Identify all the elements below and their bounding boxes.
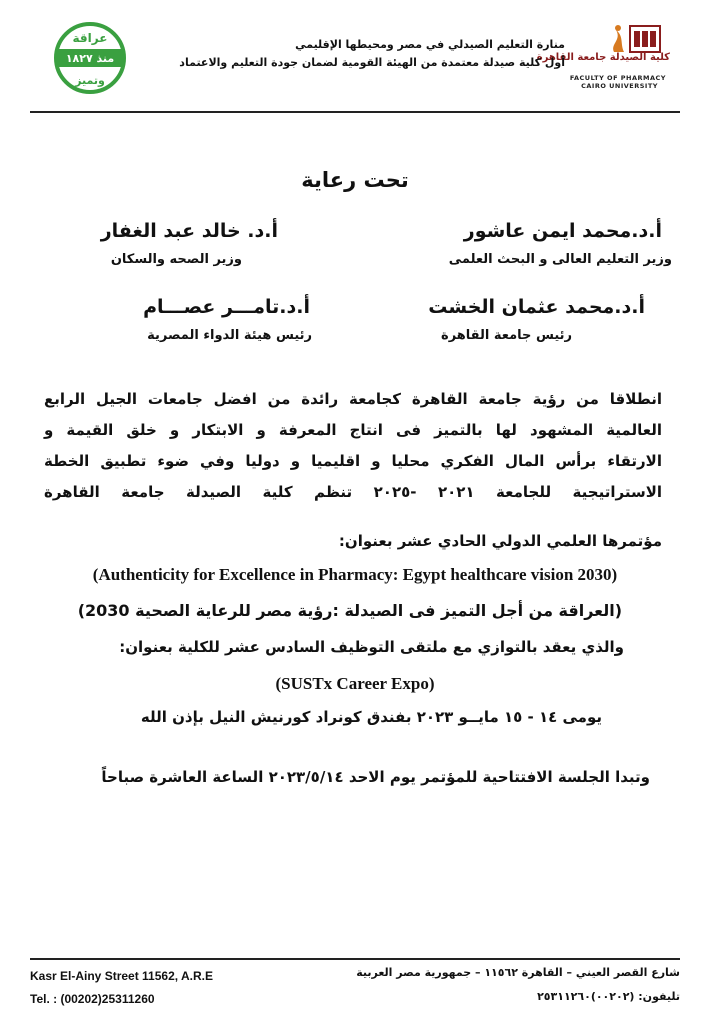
intro-paragraph [44, 384, 662, 508]
under-patronage-heading: تحت رعاية [301, 168, 409, 192]
seal-top-text: عراقة [72, 31, 108, 45]
intro-line-3: الارتقاء برأس المال الفكري محليا و اقليميا و دوليا وفي ضوء تطبيق الخطة [44, 452, 662, 470]
faculty-name-en-1: FACULTY OF PHARMACY [569, 74, 666, 82]
career-expo-title: (SUSTx Career Expo) [275, 674, 435, 693]
seal-middle-text: منذ ١٨٢٧ [65, 52, 115, 65]
footer-address-ar: شارع القصر العيني – القاهرة ١١٥٦٢ – جمهورية مصر العربية [356, 966, 680, 979]
header-motto: منارة التعليم الصيدلي في مصر ومحيطها الإقليمي [295, 38, 565, 51]
footer-phone-en: Tel. : (00202)25311260 [30, 992, 155, 1006]
footer-phone-ar: تليفون: (٠٠٢٠٢)٢٥٣١١٢٦٠ [537, 990, 680, 1003]
intro-line-1: انطلاقا من رؤية جامعة القاهرة كجامعة رائدة من افضل جامعات الجيل الرابع [44, 390, 662, 408]
header-divider [30, 111, 680, 113]
conference-dates: يومى ١٤ - ١٥ مايــو ٢٠٢٣ بفندق كونراد كورنيش النيل بإذن الله [140, 708, 602, 726]
faculty-emblem-icon [600, 22, 672, 56]
faculty-name-en-2: CAIRO UNIVERSITY [581, 82, 658, 90]
patron-4-name: أ.د.تامـــر عصـــام [143, 296, 310, 318]
seal-icon [48, 18, 132, 98]
intro-line-2: العالمية المشهود لها بالتميز فى انتاج المعرفة و الابتكار و خلق القيمة و [44, 421, 662, 439]
faculty-name-ar: كلية الصيدلة جامعة القاهرة [536, 52, 670, 63]
header-accreditation: أول كلية صيدلة معتمدة من الهيئة القومية لضمان جودة التعليم والاعتماد [179, 56, 565, 69]
patron-2-name: أ.د. خالد عبد الغفار [100, 220, 278, 242]
patron-4-title: رئيس هيئة الدواء المصرية [147, 328, 312, 343]
patron-2-title: وزير الصحه والسكان [110, 252, 242, 267]
opening-session: وتبدا الجلسة الافتتاحية للمؤتمر يوم الاحد ٢٠٢٣/٥/١٤ الساعة العاشرة صباحاً [101, 768, 650, 786]
patron-3-title: رئيس جامعة القاهرة [441, 328, 572, 343]
patron-1-title: وزير التعليم العالى و البحث العلمى [448, 252, 672, 267]
career-fair-intro: والذي يعقد بالتوازي مع ملتقى التوظيف السادس عشر للكلية بعنوان: [119, 638, 624, 656]
conference-title-ar: (العراقة من أجل التميز فى الصيدلة :رؤية مصر للرعاية الصحية 2030) [77, 601, 622, 620]
anniversary-seal [48, 18, 132, 98]
intro-line-5: مؤتمرها العلمي الدولي الحادي عشر بعنوان: [338, 532, 662, 550]
seal-bottom-text: وتميز [75, 74, 105, 87]
footer-divider [30, 958, 680, 960]
conference-title-en: (Authenticity for Excellence in Pharmacy: Egypt healthcare vision 2030) [92, 565, 618, 584]
patron-1-name: أ.د.محمد ايمن عاشور [463, 220, 662, 242]
intro-line-4: الاستراتيجية للجامعة ٢٠٢١ -٢٠٢٥ تنظم كلية الصيدلة جامعة القاهرة [44, 483, 663, 501]
patron-3-name: أ.د.محمد عثمان الخشت [428, 296, 645, 318]
footer-address-en: Kasr El-Ainy Street 11562, A.R.E [30, 969, 213, 983]
